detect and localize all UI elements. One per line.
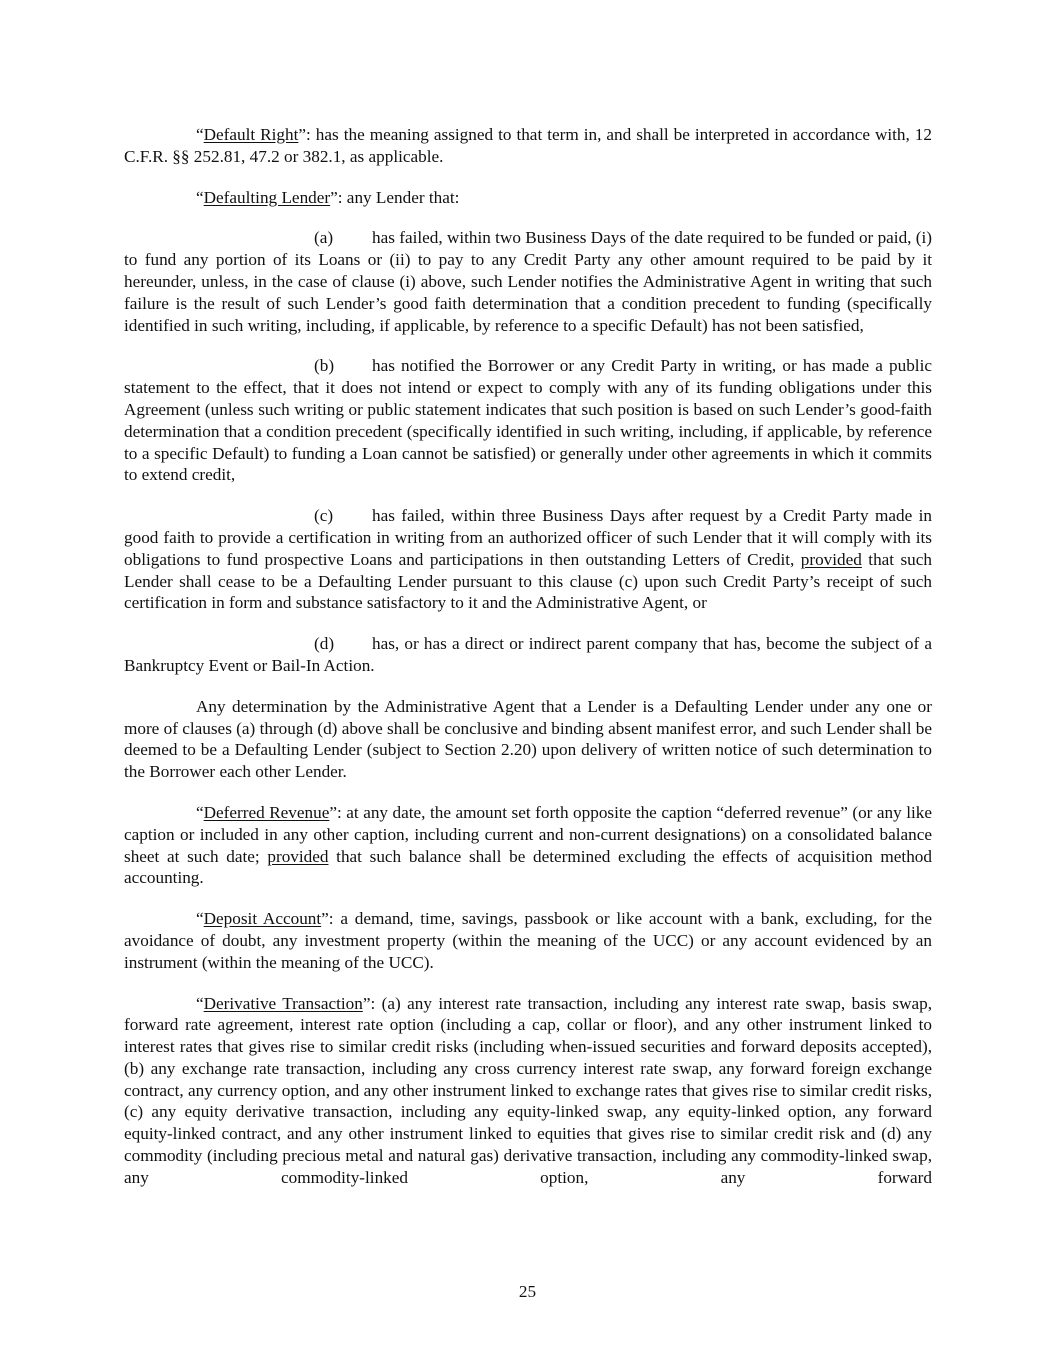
clause-label: (b) [314, 356, 335, 376]
clause-a: (a) has failed, within two Business Days of the date required to be funded or paid, (i) to fund any portion of its Loans or (ii) to pay to any Credit Party any other amount required to be paid by it hereunder, unless, in the case of clause (i) above, such Lender notifies the Administrative Agent in writing that such failure is the result of such Lender’s good faith determination that a condition precedent to funding (specifically identified in such writing, including, if applicable, by reference to a specific Default) has not been satisfied, [124, 228, 932, 335]
definition-defaulting-lender: “Defaulting Lender”: any Lender that: [196, 187, 460, 207]
clause-b: (b) has notified the Borrower or any Credit Party in writing, or has made a public statement to the effect, that it does not intend or expect to comply with any of its funding obligations under this Agreement (unless such writing or public statement indicates that such position is based on such Lender’s good-faith determination that a condition precedent (specifically identified in such writing, including, if applicable, by reference to a specific Default) to funding a Loan cannot be satisfied) or generally under other agreements in which it commits to extend credit, [124, 356, 932, 485]
clause-c: (c) has failed, within three Business Days after request by a Credit Party made in good faith to provide a certification in writing from an authorized officer of such Lender that it will comply with its obligations to fund prospective Loans and participations in then outstanding Letters of Credit, provided that such Lender shall cease to be a Defaulting Lender pursuant to this clause (c) upon such Credit Party’s receipt of such certification in form and substance satisfactory to it and the Administrative Agent, or [124, 506, 932, 613]
page-number: 25 [518, 1282, 537, 1301]
defined-term: Defaulting Lender [203, 187, 331, 207]
definition-derivative-transaction: “Derivative Transaction”: (a) any interest rate transaction, including any interest rate swap, basis swap, forward rate agreement, interest rate option (including a cap, collar or floor), and any other instrument linked to interest rates that gives rise to similar credit risks (including when-issued securities and forward deposits accepted), (b) any exchange rate transaction, including any cross currency interest rate swap, any forward foreign exchange contract, any currency option, and any other instrument linked to exchange rates that gives rise to similar credit risks, (c) any equity derivative transaction, including any equity-linked swap, any equity-linked option, any forward equity-linked contract, and any other instrument linked to equities that gives rise to similar credit risk and (d) any commodity (including precious metal and natural gas) derivative transaction, including any commodity-linked swap, any commodity-linked option, any forward [124, 993, 933, 1187]
defined-term: Deferred Revenue [203, 802, 330, 822]
defined-term: Derivative Transaction [203, 993, 363, 1013]
definition-deposit-account: “Deposit Account”: a demand, time, savings, passbook or like account with a bank, excluding, for the avoidance of doubt, any investment property (within the meaning of the UCC) or any account evidenced by an instrument (within the meaning of the UCC). [124, 909, 933, 972]
defined-term: Deposit Account [203, 909, 322, 929]
document-page [124, 124, 932, 1208]
clause-label: (c) [314, 506, 334, 526]
underlined-word: provided [267, 846, 329, 866]
clause-label: (a) [314, 228, 334, 248]
definition-default-right: “Default Right”: has the meaning assigned to that term in, and shall be interpreted in accordance with, 12 C.F.R. §§ 252.81, 47.2 or 382.1, as applicable. [124, 125, 932, 166]
defined-term: Default Right [203, 125, 299, 144]
determination-paragraph: Any determination by the Administrative Agent that a Lender is a Defaulting Lender under any one or more of clauses (a) through (d) above shall be conclusive and binding absent manifest error, and such Lender shall be deemed to be a Defaulting Lender (subject to Section 2.20) upon delivery of written notice of such determination to the Borrower each other Lender. [124, 696, 932, 782]
clause-label: (d) [314, 634, 335, 654]
underlined-word: provided [800, 549, 862, 569]
clause-d: (d) has, or has a direct or indirect parent company that has, become the subject of a Bankruptcy Event or Bail-In Action. [124, 634, 932, 675]
definition-deferred-revenue: “Deferred Revenue”: at any date, the amount set forth opposite the caption “deferred revenue” (or any like caption or included in any other caption, including current and non-current designations) on a consolidated balance sheet at such date; provided that such balance shall be determined excluding the effects of acquisition method accounting. [124, 802, 933, 888]
